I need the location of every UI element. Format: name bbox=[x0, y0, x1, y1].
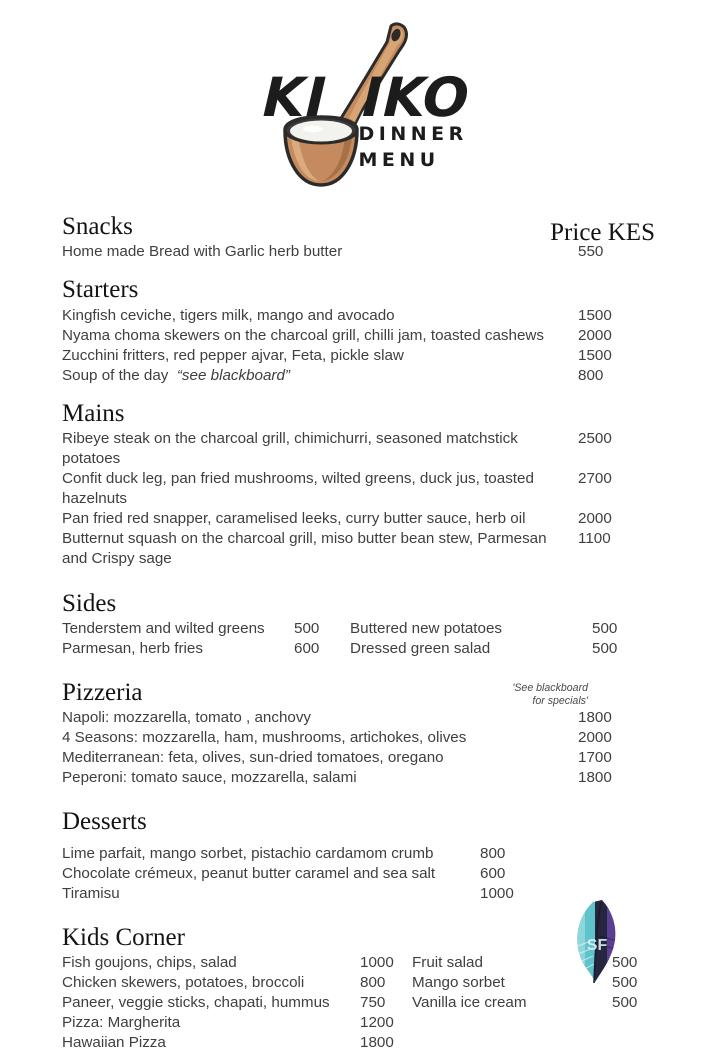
menu-item-row bbox=[62, 469, 662, 509]
menu-item-name: Kingfish ceviche, tigers milk, mango and avocado bbox=[62, 306, 395, 324]
menu-item-row bbox=[62, 639, 662, 659]
menu-item-row bbox=[62, 366, 662, 386]
menu-item-row bbox=[62, 768, 662, 788]
menu-item-name: Home made Bread with Garlic herb butter bbox=[62, 243, 343, 261]
menu-item-price: 2000 bbox=[578, 729, 612, 747]
menu-item-price: 500 bbox=[592, 619, 618, 637]
menu-item-price: 500 bbox=[612, 954, 638, 972]
menu-item-price: 750 bbox=[360, 994, 386, 1012]
menu-item-row bbox=[62, 509, 662, 529]
menu-item-price: 1100 bbox=[578, 530, 611, 548]
menu-item-price: 1800 bbox=[578, 769, 612, 787]
menu-item-row bbox=[62, 864, 662, 884]
restaurant-logo bbox=[0, 18, 724, 203]
menu-item-name: Vanilla ice cream bbox=[412, 994, 527, 1012]
menu-item-price: 1000 bbox=[360, 954, 394, 972]
menu-item-name: Paneer, veggie sticks, chapati, hummus bbox=[62, 994, 330, 1012]
menu-item-name: Lime parfait, mango sorbet, pistachio cardamom crumb bbox=[62, 844, 434, 862]
menu-item-name: Peperoni: tomato sauce, mozzarella, salami bbox=[62, 769, 357, 787]
section-title-desserts: Desserts bbox=[62, 808, 147, 836]
section-sides bbox=[62, 591, 662, 659]
feather-monogram: SF bbox=[586, 937, 608, 954]
section-title-sides: Sides bbox=[62, 589, 117, 617]
menu-item-price: 1500 bbox=[578, 346, 612, 364]
menu-item-row bbox=[62, 993, 662, 1013]
menu-item-price: 1500 bbox=[578, 306, 612, 324]
menu-item-name: Butternut squash on the charcoal grill, miso butter bean stew, Parmesan and Crispy sage bbox=[62, 530, 547, 568]
brand-prefix: KI bbox=[261, 66, 328, 129]
menu-item-name: 4 Seasons: mozzarella, ham, mushrooms, artichokes, olives bbox=[62, 729, 467, 747]
menu-item-name: Confit duck leg, pan fried mushrooms, wilted greens, duck jus, toasted hazelnuts bbox=[62, 470, 534, 508]
menu-item-row bbox=[62, 529, 662, 569]
menu-item-price: 1800 bbox=[578, 709, 612, 727]
feather-icon bbox=[571, 898, 623, 984]
section-title-snacks: Snacks bbox=[62, 213, 133, 240]
section-rows-desserts bbox=[62, 844, 662, 904]
menu-item-name: Dressed green salad bbox=[350, 639, 491, 657]
menu-item-price: 1700 bbox=[578, 749, 612, 767]
blackboard-note-line1: 'See blackboard bbox=[512, 681, 588, 694]
brand-suffix: IKO bbox=[360, 66, 471, 129]
blackboard-note-line2: for specials' bbox=[532, 695, 588, 708]
section-desserts bbox=[62, 809, 662, 903]
logo-subtitle-dinner: DINNER bbox=[358, 123, 468, 145]
menu-item-name: Tiramisu bbox=[62, 884, 120, 902]
menu-item-price: 800 bbox=[578, 366, 604, 384]
menu-item-price: 2700 bbox=[578, 470, 612, 488]
menu-item-price: 800 bbox=[360, 974, 386, 992]
menu-item-note: “see blackboard” bbox=[176, 366, 290, 384]
menu-item-row bbox=[62, 346, 662, 366]
menu-item-name: Buttered new potatoes bbox=[350, 619, 502, 637]
menu-item-row bbox=[62, 1033, 662, 1053]
menu-item-name-text: Soup of the day bbox=[62, 366, 169, 384]
section-rows-sides bbox=[62, 619, 662, 659]
menu-item-name: Zucchini fritters, red pepper ajvar, Feta, pickle slaw bbox=[62, 346, 404, 364]
section-rows-starters bbox=[62, 306, 662, 386]
menu-item-name: Napoli: mozzarella, tomato , anchovy bbox=[62, 709, 312, 727]
menu-item-row bbox=[62, 748, 662, 768]
logo-subtitle-menu: MENU bbox=[358, 149, 440, 171]
section-title-pizzeria: Pizzeria bbox=[62, 678, 143, 706]
section-title-mains: Mains bbox=[62, 399, 125, 427]
brand-wordmark bbox=[261, 66, 470, 129]
menu-item-price: 500 bbox=[294, 619, 320, 637]
menu-item-name: Parmesan, herb fries bbox=[62, 639, 203, 657]
menu-item-row bbox=[62, 728, 662, 748]
menu-item-name: Nyama choma skewers on the charcoal grill, chilli jam, toasted cashews bbox=[62, 326, 544, 344]
section-title-starters: Starters bbox=[62, 276, 139, 304]
menu-item-price: 1000 bbox=[480, 884, 514, 902]
price-column-header: Price KES bbox=[550, 219, 655, 246]
menu-item-price: 2000 bbox=[578, 510, 612, 528]
menu-item-name: Chicken skewers, potatoes, broccoli bbox=[62, 974, 305, 992]
section-rows-mains bbox=[62, 429, 662, 569]
menu-item-price: 1200 bbox=[360, 1014, 394, 1032]
menu-item-price: 2000 bbox=[578, 326, 612, 344]
menu-item-row bbox=[62, 844, 662, 864]
menu-item-row bbox=[62, 708, 662, 728]
menu-item-name: Fruit salad bbox=[412, 954, 483, 972]
menu-item-name: Mediterranean: feta, olives, sun-dried tomatoes, oregano bbox=[62, 749, 444, 767]
menu-item-price: 500 bbox=[612, 994, 638, 1012]
section-snacks bbox=[62, 214, 662, 262]
menu-item-row bbox=[62, 619, 662, 639]
menu-item-price: 2500 bbox=[578, 430, 612, 448]
blackboard-specials-note bbox=[468, 682, 588, 709]
menu-item-row bbox=[62, 306, 662, 326]
menu-item-name: Fish goujons, chips, salad bbox=[62, 954, 237, 972]
menu-item-price: 1800 bbox=[360, 1034, 394, 1052]
section-title-kids-corner: Kids Corner bbox=[62, 923, 185, 951]
menu-item-name: Mango sorbet bbox=[412, 974, 505, 992]
menu-item-name: Hawaiian Pizza bbox=[62, 1034, 166, 1052]
menu-item-row bbox=[62, 429, 662, 469]
menu-item-price: 600 bbox=[294, 639, 320, 657]
menu-item-name: Pizza: Margherita bbox=[62, 1014, 181, 1032]
menu-item-name: Chocolate crémeux, peanut butter caramel and sea salt bbox=[62, 864, 436, 882]
brand-ladle-letter-space bbox=[325, 66, 363, 129]
menu-item-price: 550 bbox=[578, 243, 604, 261]
menu-item-price: 500 bbox=[612, 974, 638, 992]
menu-item-price: 500 bbox=[592, 639, 618, 657]
section-mains bbox=[62, 401, 662, 570]
section-pizzeria bbox=[62, 680, 662, 789]
section-starters bbox=[62, 277, 662, 386]
menu-item-row bbox=[62, 326, 662, 346]
menu-item-name bbox=[62, 366, 570, 386]
menu-item-price: 600 bbox=[480, 864, 506, 882]
menu-item-price: 800 bbox=[480, 844, 506, 862]
menu-item-row bbox=[62, 1013, 662, 1033]
menu-item-name: Ribeye steak on the charcoal grill, chimichurri, seasoned matchstick potatoes bbox=[62, 430, 518, 468]
menu-item-name: Tenderstem and wilted greens bbox=[62, 619, 265, 637]
menu-item-name: Pan fried red snapper, caramelised leeks, curry butter sauce, herb oil bbox=[62, 510, 526, 528]
